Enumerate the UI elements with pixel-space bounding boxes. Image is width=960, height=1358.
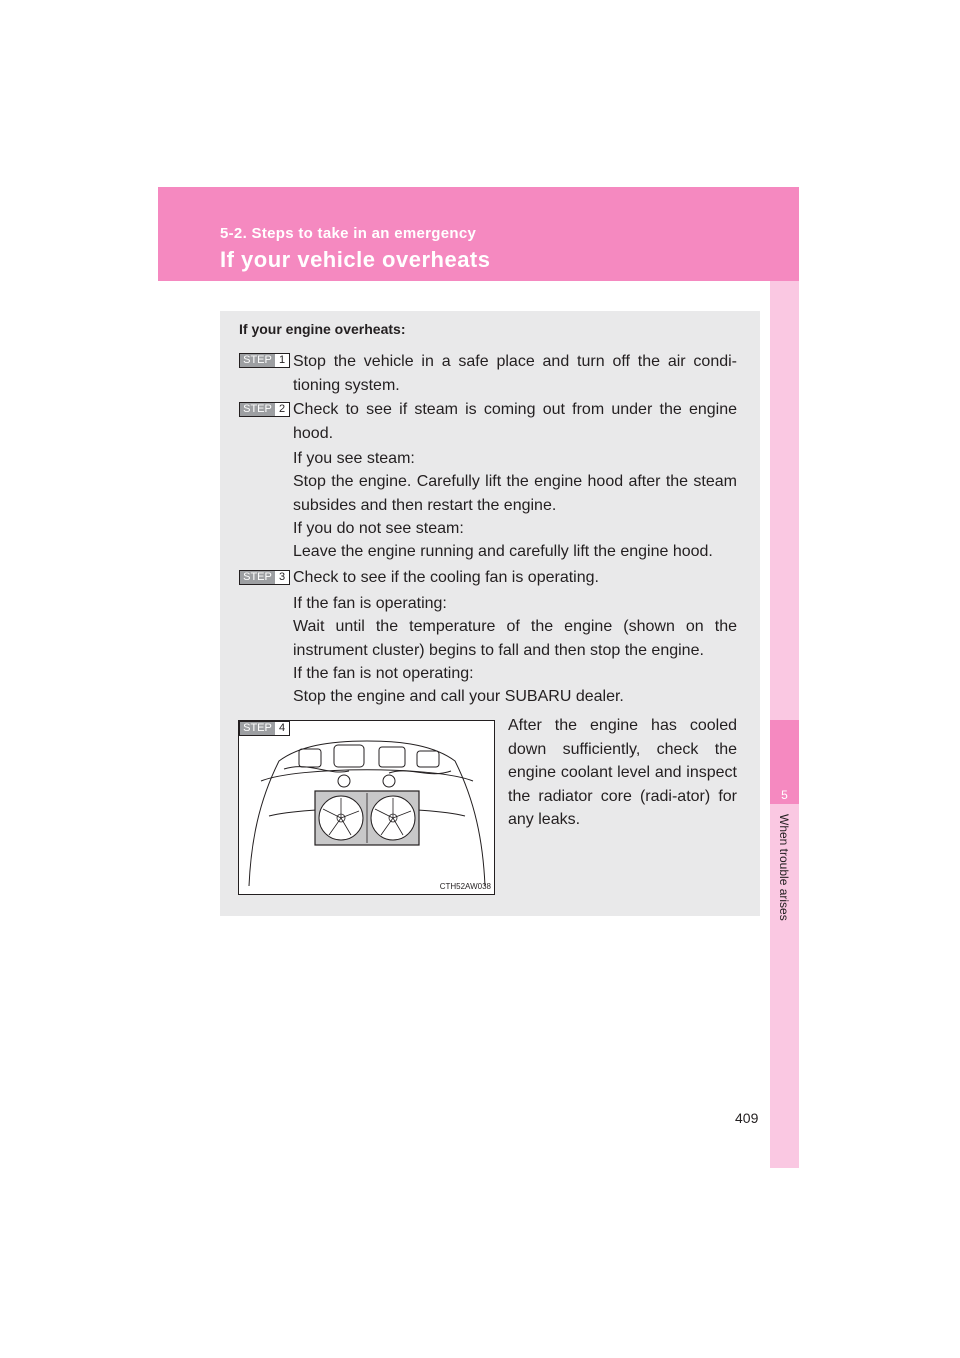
step-3-condition-1: If the fan is operating:: [293, 595, 447, 612]
step-4-text: After the engine has cooled down sufficiently, check the engine coolant level and inspect the radiator core (radi-ator) for any leaks.: [508, 717, 737, 828]
step-badge-3: [239, 570, 290, 585]
step-2-condition-1: If you see steam:: [293, 450, 415, 467]
step-1-text: Stop the vehicle in a safe place and turn off the air condi-tioning system.: [293, 353, 737, 394]
section-header: [158, 187, 799, 281]
figure-code: CTH52AW038: [439, 882, 491, 891]
section-label: 5-2. Steps to take in an emergency: [220, 225, 477, 242]
step-3-action-2: Stop the engine and call your SUBARU dealer.: [293, 688, 624, 705]
engine-bay-illustration: [239, 721, 494, 894]
engine-bay-figure: [238, 720, 495, 895]
step-3-action-1: Wait until the temperature of the engine (shown on the instrument cluster) begins to fall and then stop the engine.: [293, 618, 737, 659]
step-3-condition-2: If the fan is not operating:: [293, 665, 474, 682]
page-number: 409: [735, 1110, 759, 1126]
step-word: STEP: [240, 571, 275, 584]
step-2-condition-2: If you do not see steam:: [293, 520, 464, 537]
chapter-number: 5: [781, 788, 788, 802]
step-badge-2: [239, 402, 290, 417]
step-badge-1: [239, 353, 290, 368]
step-number: 3: [278, 571, 286, 583]
step-3-text: Check to see if the cooling fan is operating.: [293, 569, 599, 586]
step-word: STEP: [240, 722, 275, 735]
chapter-title: When trouble arises: [777, 814, 791, 921]
intro-heading: If your engine overheats:: [239, 321, 406, 337]
step-number: 2: [278, 403, 286, 415]
step-word: STEP: [240, 403, 275, 416]
step-2-action-2: Leave the engine running and carefully lift the engine hood.: [293, 543, 713, 560]
page-title: If your vehicle overheats: [220, 247, 491, 272]
step-word: STEP: [240, 354, 275, 367]
step-2-action-1: Stop the engine. Carefully lift the engine hood after the steam subsides and then restart the engine.: [293, 473, 737, 514]
step-number: 4: [278, 722, 286, 734]
step-number: 1: [278, 354, 286, 366]
step-2-text: Check to see if steam is coming out from under the engine hood.: [293, 401, 737, 442]
